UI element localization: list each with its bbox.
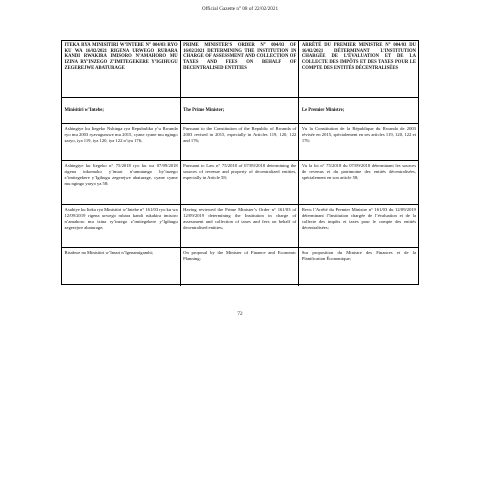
constitution-french: Vu la Constitution de la République du Rwanda de 2003 révisée en 2015, spécialement en ses articles 119, 120, 122 et 176; xyxy=(299,124,418,161)
gazette-header: Official Gazette n° 08 of 22/02/2021 xyxy=(201,6,279,12)
title-english: The Prime Minister; xyxy=(181,98,300,124)
law-french: Vu la loi n° 75/2018 du 07/09/2018 déterminant les sources de revenus et du patrimoine des entités décentralisées, spécialement en son article 58; xyxy=(299,161,418,205)
proposal-kinyarwanda: Bisabwe na Minisitiri w’Imari n’Igenamigambi; xyxy=(62,248,181,286)
title-kinyarwanda: Minisitiri w’Intebe; xyxy=(62,98,181,124)
law-kinyarwanda: Ashingiye ku Itegeko n° 75/2018 ryo ku wa 07/09/2018 rigena inkomoko y’imari n’umutungo by’inzego z’imitegekere y’Igihugu zegerejwe abaturage, cyane cyane mu ngingo yaryo ya 58; xyxy=(62,161,181,205)
law-english: Pursuant to Law n° 75/2018 of 07/09/2018 determining the sources of revenue and property of decentralized entities, especially in Article 58; xyxy=(181,161,300,205)
proposal-french: Sur proposition du Ministre des Finances et de la Planification Économique; xyxy=(301,250,416,261)
constitution-kinyarwanda: Ashingiye ku Itegeko Nshinga rya Repubulika y’u Rwanda ryo mu 2003 ryavuguruwe mu 2015, cyane cyane mu ngingo zaryo, iya 119, iya 120, iya 122 n’iya 176; xyxy=(62,124,181,161)
constitution-english: Pursuant to the Constitution of the Republic of Rwanda of 2003 revised in 2015, especially in Articles 119, 120, 122 and 176; xyxy=(181,124,300,161)
order-review-english: Having reviewed the Prime Minister’s Order n° 161/03 of 12/09/2019 determining the Institution in charge of assessment and collection of taxes and fees on behalf of decentralised entities; xyxy=(181,205,300,248)
page-number: 72 xyxy=(237,311,243,317)
trilingual-table xyxy=(61,40,419,285)
order-review-french: Revu l’Arrêté du Premier Ministre n° 161/03 du 12/09/2019 déterminant l’Institution chargée de l’évaluation et de la collecte des impôts et taxes pour le compte des entités décentralisées; xyxy=(299,205,418,248)
title-french: Le Premier Ministre; xyxy=(299,98,418,124)
heading-kinyarwanda: ITEKA RYA MINISITIRI W’INTEBE N° 004/03 RYO KU WA 16/02/2021 RIGENA URWEGO RUBARA KANDI RWAKIRA IMISORO N’AMAHORO MU IZINA RY’INZEGO Z’IMITEGEKERE Y’IGIHUGU ZEGEREJWE ABATURAGE xyxy=(62,41,181,98)
heading-french: ARRÊTÉ DU PREMIER MINISTRE N° 004/03 DU 16/02/2021 DÉTERMINANT L’INSTITUTION CHARGÉE DE L’ÉVALUATION ET DE LA COLLECTE DES IMPÔTS ET DES TAXES POUR LE COMPTE DES ENTITÉS DÉCENTRALISÉES xyxy=(299,41,418,98)
order-review-kinyarwanda: Asubiye ku Iteka rya Minisitiri w’Intebe n° 161/03 ryo ku wa 12/09/2019 rigena urwego rubara kandi rukakira imisoro n’amahoro mu izina ry’inzego z’imitegekere y’Igihugu zegerejwe abaturage; xyxy=(62,205,181,248)
proposal-english: On proposal by the Minister of Finance and Economic Planning; xyxy=(181,248,300,286)
heading-english: PRIME MINISTER’S ORDER N° 004/03 OF 16/02/2021 DETERMINING THE INSTITUTION IN CHARGE OF ASSESSMENT AND COLLECTION OF TAXES AND FEES ON BEHALF OF DECENTRALISED ENTITIES xyxy=(181,41,300,98)
